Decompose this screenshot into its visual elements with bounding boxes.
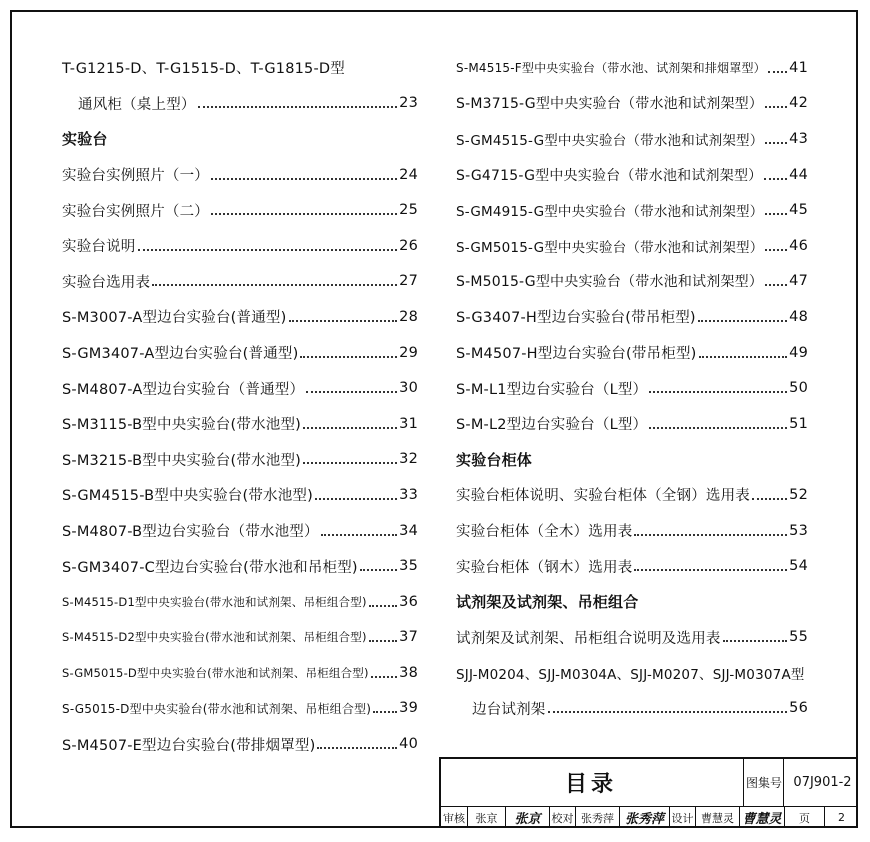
leader-dots [303, 448, 397, 464]
designer-signature: 曹慧灵 [739, 807, 784, 828]
toc-entry-title: S-M-L1型边台实验台（L型） [456, 381, 648, 398]
toc-entry-page: 36 [399, 593, 418, 610]
toc-entry-page: 53 [789, 522, 808, 539]
toc-entry-title: 试剂架及试剂架、吊柜组合 [456, 593, 639, 612]
drawing-title: 目录 [564, 772, 617, 797]
leader-dots [548, 697, 788, 713]
toc-entry-page: 42 [789, 95, 808, 112]
toc-entry-page: 40 [399, 736, 418, 753]
toc-entry[interactable] [456, 584, 808, 620]
leader-dots [699, 342, 788, 358]
toc-entry-page: 38 [399, 664, 418, 681]
toc-entry-title: S-M4515-D1型中央实验台(带水池和试剂架、吊柜组合型) [62, 594, 367, 609]
toc-entry-title: SJJ-M0204、SJJ-M0304A、SJJ-M0207、SJJ-M0307A型 [456, 666, 805, 683]
toc-entry-page: 45 [789, 202, 808, 219]
toc-entry-page: 30 [399, 380, 418, 397]
leader-dots [698, 306, 787, 322]
toc-entry-title: 通风柜（桌上型） [78, 96, 196, 113]
toc-entry[interactable] [456, 620, 808, 656]
toc-entry-title: S-M-L2型边台实验台（L型） [456, 417, 648, 434]
toc-entry-title: 试剂架及试剂架、吊柜组合说明及选用表 [456, 630, 721, 647]
toc-entry-page: 48 [789, 308, 808, 325]
toc-entry-page: 35 [399, 558, 418, 575]
toc-entry[interactable] [456, 299, 808, 335]
toc-entry[interactable] [456, 442, 808, 478]
leader-dots [211, 199, 397, 215]
toc-entry[interactable] [62, 335, 418, 371]
toc-entry-page: 52 [789, 486, 808, 503]
toc-entry-title: S-M4807-A型边台实验台（普通型） [62, 381, 305, 398]
leader-dots [360, 555, 397, 571]
leader-dots [723, 626, 788, 642]
toc-entry-title: S-GM4515-G型中央实验台（带水池和试剂架型） [456, 132, 764, 149]
leader-dots [649, 377, 787, 393]
proofreader-name: 张秀萍 [575, 807, 619, 828]
toc-entry[interactable] [62, 442, 418, 478]
leader-dots [373, 697, 397, 713]
toc-entry-title: S-GM4915-G型中央实验台（带水池和试剂架型） [456, 204, 764, 221]
toc-entry-title: S-G4715-G型中央实验台（带水池和试剂架型） [456, 167, 763, 184]
leader-dots [369, 591, 398, 607]
leader-dots [768, 57, 787, 73]
review-label: 审核 [443, 811, 465, 825]
designer-name: 曹慧灵 [695, 807, 739, 828]
leader-dots [634, 520, 787, 536]
toc-entry[interactable] [456, 548, 808, 584]
toc-entry-page: 33 [399, 486, 418, 503]
toc-entry[interactable] [456, 406, 808, 442]
toc-entry[interactable] [456, 691, 808, 727]
reviewer-signature: 张京 [505, 807, 549, 828]
page-label: 页 [784, 807, 824, 828]
toc-entry[interactable] [456, 370, 808, 406]
toc-entry-page: 29 [399, 344, 418, 361]
leader-dots [765, 128, 787, 144]
toc-entry-title: S-M5015-G型中央实验台（带水池和试剂架型） [456, 274, 764, 291]
toc-entry[interactable] [62, 406, 418, 442]
toc-entry-page: 31 [399, 415, 418, 432]
toc-entry[interactable] [62, 655, 418, 691]
toc-entry-page: 37 [399, 629, 418, 646]
toc-entry[interactable] [456, 50, 808, 86]
toc-entry-title: S-GM5015-G型中央实验台（带水池和试剂架型） [456, 239, 764, 256]
leader-dots [765, 92, 787, 108]
leader-dots [764, 164, 787, 180]
leader-dots [317, 733, 397, 749]
proofreader-signature: 张秀萍 [619, 807, 669, 828]
toc-entry[interactable] [62, 548, 418, 584]
toc-entry[interactable] [62, 121, 418, 157]
leader-dots [300, 342, 397, 358]
toc-entry[interactable] [62, 477, 418, 513]
toc-entry-page: 27 [399, 273, 418, 290]
toc-entry-title: S-M3715-G型中央实验台（带水池和试剂架型） [456, 96, 764, 113]
toc-entry-page: 32 [399, 451, 418, 468]
toc-entry[interactable] [456, 335, 808, 371]
toc-entry[interactable] [456, 192, 808, 228]
toc-entry[interactable] [456, 513, 808, 549]
toc-entry-page: 54 [789, 558, 808, 575]
toc-entry-page: 24 [399, 166, 418, 183]
leader-dots [321, 520, 397, 536]
toc-entry-title: S-M3215-B型中央实验台(带水池型) [62, 452, 302, 469]
design-label: 设计 [669, 807, 695, 828]
leader-dots [303, 413, 397, 429]
toc-entry[interactable] [62, 50, 418, 86]
leader-dots [211, 164, 397, 180]
toc-entry-page: 23 [399, 95, 418, 112]
toc-entry[interactable] [456, 228, 808, 264]
toc-entry-title: 实验台说明 [62, 239, 136, 256]
proof-label: 校对 [549, 807, 575, 828]
toc-entry-page: 34 [399, 522, 418, 539]
toc-entry-page: 28 [399, 308, 418, 325]
toc-entry[interactable] [62, 192, 418, 228]
toc-entry-title: S-M3115-B型中央实验台(带水池型) [62, 417, 302, 434]
toc-entry-page: 47 [789, 273, 808, 290]
toc-entry-page: 55 [789, 629, 808, 646]
leader-dots [306, 377, 397, 393]
toc-entry[interactable] [62, 86, 418, 122]
toc-entry[interactable] [62, 299, 418, 335]
leader-dots [138, 235, 398, 251]
toc-entry-title: 实验台实例照片（一） [62, 168, 209, 185]
toc-entry-title: 实验台柜体说明、实验台柜体（全钢）选用表 [456, 488, 750, 505]
toc-entry[interactable] [62, 157, 418, 193]
toc-entry-title: 实验台柜体（全木）选用表 [456, 524, 633, 541]
toc-left-column [62, 50, 418, 762]
page-number: 2 [824, 807, 858, 828]
toc-entry-page: 51 [789, 415, 808, 432]
toc-entry-title: S-GM4515-B型中央实验台(带水池型) [62, 488, 313, 505]
leader-dots [315, 484, 397, 500]
toc-entry-title: S-GM5015-D型中央实验台(带水池和试剂架、吊柜组合型) [62, 665, 369, 680]
atlas-number: 07J901-2 [783, 759, 861, 806]
toc-entry[interactable] [456, 264, 808, 300]
toc-entry-page: 25 [399, 202, 418, 219]
title-block [439, 757, 858, 828]
atlas-number-label: 图集号 [743, 759, 784, 806]
toc-entry-title: 实验台柜体 [456, 450, 533, 469]
toc-entry-page: 50 [789, 380, 808, 397]
toc-entry-title: S-GM3407-A型边台实验台(普通型) [62, 346, 299, 363]
toc-entry-title: 实验台 [62, 130, 108, 149]
toc-entry-page: 43 [789, 130, 808, 147]
leader-dots [649, 413, 787, 429]
toc-entry-title: S-M4515-D2型中央实验台(带水池和试剂架、吊柜组合型) [62, 630, 367, 645]
leader-dots [765, 235, 787, 251]
toc-entry[interactable] [62, 620, 418, 656]
toc-entry[interactable] [62, 228, 418, 264]
toc-entry[interactable] [456, 477, 808, 513]
toc-entry-title: S-G3407-H型边台实验台(带吊柜型) [456, 310, 696, 327]
toc-entry-title: T-G1215-D、T-G1515-D、T-G1815-D型 [62, 61, 345, 78]
leader-dots [752, 484, 787, 500]
reviewer-name: 张京 [467, 807, 505, 828]
leader-dots [289, 306, 398, 322]
toc-entry[interactable] [456, 121, 808, 157]
toc-entry[interactable] [62, 513, 418, 549]
toc-entry[interactable] [456, 157, 808, 193]
toc-entry[interactable] [62, 264, 418, 300]
leader-dots [765, 199, 787, 215]
toc-entry[interactable] [62, 691, 418, 727]
toc-entry-title: 实验台柜体（钢木）选用表 [456, 559, 633, 576]
toc-entry-title: 实验台选用表 [62, 274, 151, 291]
toc-entry-page: 56 [789, 700, 808, 717]
leader-dots [198, 92, 398, 108]
leader-dots [371, 662, 397, 678]
toc-entry-title: S-M4515-F型中央实验台（带水池、试剂架和排烟罩型） [456, 61, 766, 76]
toc-right-column [456, 50, 808, 726]
toc-entry-page: 26 [399, 237, 418, 254]
toc-entry-title: S-M4807-B型边台实验台（带水池型） [62, 524, 319, 541]
toc-entry-page: 39 [399, 700, 418, 717]
leader-dots [634, 555, 787, 571]
toc-entry-title: S-M4507-H型边台实验台(带吊柜型) [456, 346, 697, 363]
toc-entry-title: 边台试剂架 [472, 701, 546, 718]
toc-entry-page: 49 [789, 344, 808, 361]
toc-entry-page: 44 [789, 166, 808, 183]
toc-entry-title: S-GM3407-C型边台实验台(带水池和吊柜型) [62, 559, 358, 576]
toc-entry[interactable] [456, 86, 808, 122]
leader-dots [369, 626, 398, 642]
toc-entry[interactable] [62, 370, 418, 406]
toc-entry[interactable] [62, 584, 418, 620]
toc-entry[interactable] [456, 655, 808, 691]
toc-entry-title: S-M3007-A型边台实验台(普通型) [62, 310, 287, 327]
toc-entry-page: 46 [789, 237, 808, 254]
toc-entry-title: S-G5015-D型中央实验台(带水池和试剂架、吊柜组合型) [62, 701, 372, 716]
leader-dots [765, 270, 787, 286]
toc-entry[interactable] [62, 726, 418, 762]
toc-entry-page: 41 [789, 59, 808, 76]
toc-entry-title: S-M4507-E型边台实验台(带排烟罩型) [62, 737, 316, 754]
leader-dots [152, 270, 397, 286]
toc-entry-title: 实验台实例照片（二） [62, 203, 209, 220]
